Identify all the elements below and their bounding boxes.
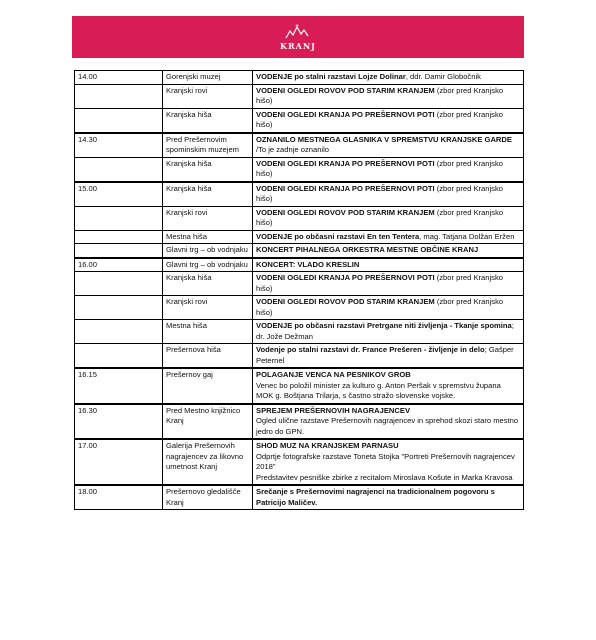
location-cell: Glavni trg – ob vodnjaku <box>163 258 253 272</box>
table-row <box>75 182 524 207</box>
time-cell: 16.30 <box>75 404 163 440</box>
event-detail: /To je zadnje oznanilo <box>256 145 330 154</box>
event-cell <box>253 84 524 108</box>
event-title: VODENI OGLEDI KRANJA PO PREŠERNOVI POTI <box>256 273 435 282</box>
table-row <box>75 230 524 244</box>
time-cell <box>75 206 163 230</box>
event-title: KONCERT PIHALNEGA ORKESTRA MESTNE OBČINE KRANJ <box>256 245 479 254</box>
location-cell: Gorenjski muzej <box>163 71 253 85</box>
table-row <box>75 108 524 133</box>
schedule-table <box>74 70 524 510</box>
event-description: Venec bo položil minister za kulturo g. Anton Peršak v spremstvu župana MOK g. Boštjana Trilarja, s častno stražo slovenske vojske. <box>256 380 501 400</box>
event-title: POLAGANJE VENCA NA PESNIKOV GROB <box>256 370 411 379</box>
event-cell <box>253 485 524 510</box>
table-row <box>75 404 524 440</box>
time-cell <box>75 320 163 344</box>
time-cell <box>75 344 163 369</box>
location-cell: Kranjski rovi <box>163 296 253 320</box>
location-cell: Kranjska hiša <box>163 182 253 207</box>
time-cell: 14.00 <box>75 71 163 85</box>
time-cell <box>75 272 163 296</box>
event-detail: (zbor pred Kranjsko hišo) <box>256 85 504 105</box>
table-row <box>75 368 524 404</box>
event-cell <box>253 439 524 485</box>
time-cell <box>75 157 163 182</box>
location-cell: Galerija Prešernovih nagrajencev za likovno umetnost Kranj <box>163 439 253 485</box>
event-detail: , ddr. Damir Globočnik <box>405 72 481 81</box>
event-cell <box>253 71 524 85</box>
table-row <box>75 71 524 85</box>
event-title: SPREJEM PREŠERNOVIH NAGRAJENCEV <box>256 405 411 415</box>
time-cell <box>75 244 163 258</box>
event-cell <box>253 368 524 404</box>
location-cell: Kranjska hiša <box>163 157 253 182</box>
table-row <box>75 258 524 272</box>
location-cell: Pred Mestno knjižnico Kranj <box>163 404 253 440</box>
location-cell: Mestna hiša <box>163 230 253 244</box>
event-detail: (zbor pred Kranjsko hišo) <box>256 158 503 178</box>
time-cell: 17.00 <box>75 439 163 485</box>
time-cell <box>75 296 163 320</box>
kranj-logo-icon <box>283 24 313 40</box>
event-description: Predstavitev pesniške zbirke z recitalom Miroslava Košute in Marka Kravosa <box>256 472 513 482</box>
event-title: Srečanje s Prešernovimi nagrajenci na tradicionalnem pogovoru s Patricijo Maličev. <box>256 487 495 507</box>
time-cell: 15.00 <box>75 182 163 207</box>
event-title: SHOD MUZ NA KRANJSKEM PARNASU <box>256 441 399 450</box>
location-cell: Prešernov gaj <box>163 368 253 404</box>
table-row <box>75 296 524 320</box>
event-detail: ; Gašper Peternel <box>256 345 514 365</box>
time-cell: 16.15 <box>75 368 163 404</box>
table-row <box>75 485 524 510</box>
event-cell <box>253 320 524 344</box>
table-row <box>75 344 524 369</box>
table-row <box>75 206 524 230</box>
location-cell: Prešernovo gledališče Kranj <box>163 485 253 510</box>
event-cell <box>253 182 524 207</box>
event-cell <box>253 344 524 369</box>
table-row <box>75 157 524 182</box>
event-cell <box>253 272 524 296</box>
event-cell <box>253 230 524 244</box>
location-cell: Kranjski rovi <box>163 84 253 108</box>
time-cell <box>75 230 163 244</box>
header-banner <box>72 16 524 58</box>
event-cell <box>253 296 524 320</box>
event-title: KONCERT: VLADO KRESLIN <box>256 259 360 269</box>
event-detail: (zbor pred Kranjsko hišo) <box>256 273 503 293</box>
event-description: Odprtje fotografske razstave Toneta Stojka "Portreti Prešernovih nagrajencev 2018" <box>256 451 515 471</box>
location-cell: Kranjski rovi <box>163 206 253 230</box>
location-cell: Kranjska hiša <box>163 272 253 296</box>
table-row <box>75 133 524 158</box>
location-cell: Prešernova hiša <box>163 344 253 369</box>
table-row <box>75 244 524 258</box>
event-cell <box>253 157 524 182</box>
time-cell: 18.00 <box>75 485 163 510</box>
event-title: OZNANILO MESTNEGA GLASNIKA V SPREMSTVU KRANJSKE GARDE <box>256 134 512 144</box>
event-title: VODENI OGLEDI KRANJA PO PREŠERNOVI POTI <box>256 183 435 193</box>
event-title: VODENJE po občasni razstavi En ten Tentera <box>256 231 420 241</box>
table-row <box>75 84 524 108</box>
event-cell <box>253 108 524 133</box>
event-cell <box>253 404 524 440</box>
event-title: VODENI OGLEDI ROVOV POD STARIM KRANJEM <box>256 297 435 306</box>
location-cell: Glavni trg – ob vodnjaku <box>163 244 253 258</box>
time-cell <box>75 108 163 133</box>
time-cell <box>75 84 163 108</box>
event-cell <box>253 206 524 230</box>
event-title: VODENI OGLEDI KRANJA PO PREŠERNOVI POTI <box>256 109 435 119</box>
event-cell <box>253 133 524 158</box>
logo-text: KRANJ <box>280 40 316 51</box>
table-row <box>75 272 524 296</box>
time-cell: 14.30 <box>75 133 163 158</box>
event-title: VODENI OGLEDI KRANJA PO PREŠERNOVI POTI <box>256 158 435 168</box>
event-detail: (zbor pred Kranjsko hišo) <box>256 297 504 317</box>
table-row <box>75 439 524 485</box>
location-cell: Pred Prešernovim spominskim muzejem <box>163 133 253 158</box>
event-title: VODENJE po stalni razstavi Lojze Dolinar <box>256 72 406 81</box>
event-title: VODENJE po občasni razstavi Pretrgane niti življenja - Tkanje spomina <box>256 321 512 330</box>
event-detail: (zbor pred Kranjsko hišo) <box>256 109 503 129</box>
event-detail: ; dr. Jože Dežman <box>256 321 514 341</box>
event-title: VODENI OGLEDI ROVOV POD STARIM KRANJEM <box>256 207 435 217</box>
schedule-body <box>75 71 524 510</box>
event-detail: , mag. Tatjana Dolžan Eržen <box>419 231 515 241</box>
event-title: Vodenje po stalni razstavi dr. France Prešeren - življenje in delo <box>256 345 485 354</box>
time-cell: 16.00 <box>75 258 163 272</box>
event-title: VODENI OGLEDI ROVOV POD STARIM KRANJEM <box>256 85 435 95</box>
location-cell: Kranjska hiša <box>163 108 253 133</box>
event-description: Ogled ulične razstave Prešernovih nagrajencev in sprehod skozi staro mestno jedro do GPN. <box>256 416 519 436</box>
event-detail: (zbor pred Kranjsko hišo) <box>256 207 504 227</box>
event-cell <box>253 258 524 272</box>
event-cell <box>253 244 524 258</box>
event-detail: (zbor pred Kranjsko hišo) <box>256 183 503 203</box>
location-cell: Mestna hiša <box>163 320 253 344</box>
table-row <box>75 320 524 344</box>
